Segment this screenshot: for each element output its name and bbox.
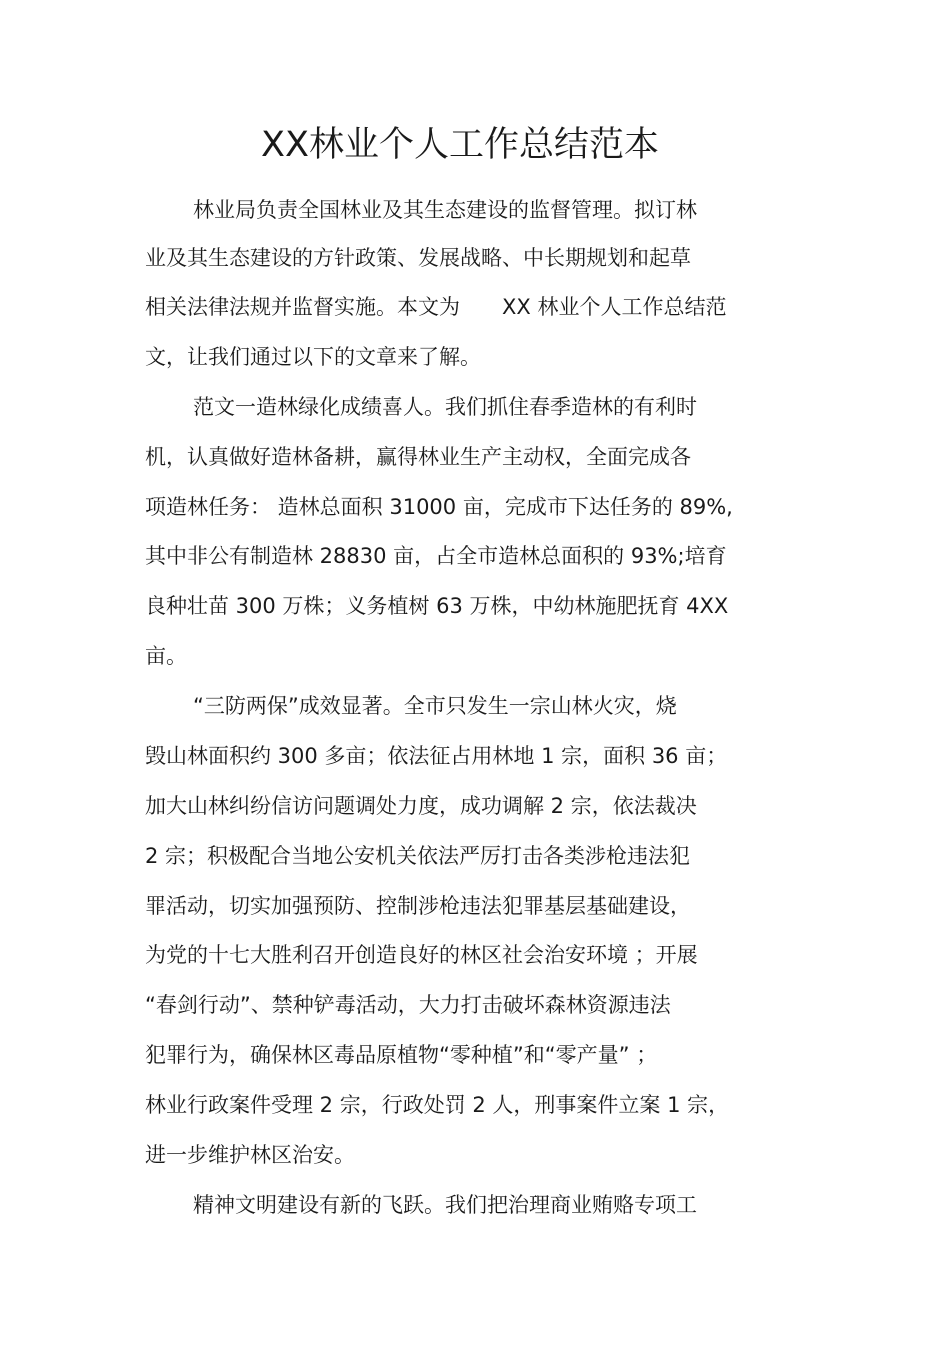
text-line: 为党的十七大胜利召开创造良好的林区社会治安环境 ；开展 xyxy=(145,943,698,967)
text-line: 其中非公有制造林 28830 亩，占全市造林总面积的 93%;培育 xyxy=(145,544,727,568)
text-line: 机，认真做好造林备耕，赢得林业生产主动权，全面完成各 xyxy=(145,445,691,469)
text-line: 加大山林纠纷信访问题调处力度，成功调解 2 宗，依法裁决 xyxy=(145,794,697,818)
text-line: 林业局负责全国林业及其生态建设的监督管理。拟订林 xyxy=(193,198,697,222)
text-line: 项造林任务： 造林总面积 31000 亩，完成市下达任务的 89%, xyxy=(145,495,733,519)
text-line: 进一步维护林区治安。 xyxy=(145,1143,355,1167)
text-line: “春剑行动”、禁种铲毒活动，大力打击破坏森林资源违法 xyxy=(145,993,671,1017)
text-line: 亩。 xyxy=(145,644,187,668)
document-title: XX林业个人工作总结范本 xyxy=(261,125,659,165)
text-line: 良种壮苗 300 万株；义务植树 63 万株，中幼林施肥抚育 4XX xyxy=(145,594,729,618)
text-line: 罪活动，切实加强预防、控制涉枪违法犯罪基层基础建设， xyxy=(145,894,691,918)
text-line: 范文一造林绿化成绩喜人。我们抓住春季造林的有利时 xyxy=(193,395,697,419)
text-line: 2 宗；积极配合当地公安机关依法严厉打击各类涉枪违法犯 xyxy=(145,844,691,868)
text-line: 精神文明建设有新的飞跃。我们把治理商业贿赂专项工 xyxy=(193,1193,697,1217)
text-line: 林业行政案件受理 2 宗，行政处罚 2 人，刑事案件立案 1 宗， xyxy=(145,1093,730,1117)
text-line: 业及其生态建设的方针政策、发展战略、中长期规划和起草 xyxy=(145,246,691,270)
text-line: 毁山林面积约 300 多亩；依法征占用林地 1 宗，面积 36 亩； xyxy=(145,744,728,768)
text-line: 相关法律法规并监督实施。本文为 XX 林业个人工作总结范 xyxy=(145,295,727,319)
text-line: 犯罪行为，确保林区毒品原植物“零种植”和“零产量” ； xyxy=(145,1043,658,1067)
text-line: “三防两保”成效显著。全市只发生一宗山林火灾，烧 xyxy=(193,694,677,718)
text-line: 文，让我们通过以下的文章来了解。 xyxy=(145,345,481,369)
